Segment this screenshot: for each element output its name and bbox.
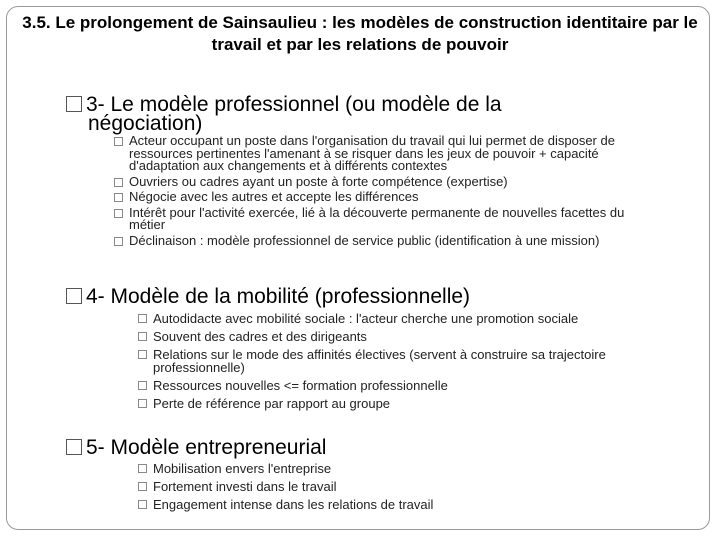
checkbox-icon [66,439,82,455]
section-4-bullet-list [138,312,658,415]
slide-title: 3.5. Le prolongement de Sainsaulieu : les modèles de construction identitaire par le travail et par les relations de pouvoir [22,13,698,54]
checkbox-icon [66,288,82,304]
list-item: Engagement intense dans les relations de travail [138,498,658,511]
list-item: Acteur occupant un poste dans l'organisation du travail qui lui permet de disposer de ressources pertinentes l'amenant à se risquer dans les jeux de pouvoir + capacité d'adaptation aux changements et à différents contextes [114,135,634,173]
list-item: Mobilisation envers l'entreprise [138,462,658,475]
list-item: Perte de référence par rapport au groupe [138,397,658,410]
list-item: Négocie avec les autres et accepte les différences [114,191,634,204]
section-3-heading-line2: négociation) [88,112,203,135]
checkbox-icon [138,350,147,359]
section-5-bullet-list [138,462,658,516]
checkbox-icon [138,464,147,473]
section-3-bullet-list [114,135,634,250]
list-item: Ressources nouvelles <= formation professionnelle [138,379,658,392]
section-3-heading-line1: 3- Le modèle professionnel (ou modèle de la [86,93,502,116]
list-item: Relations sur le mode des affinités électives (servent à construire sa trajectoire professionnelle) [138,348,658,374]
section-4-heading: 4- Modèle de la mobilité (professionnelle) [66,286,470,307]
checkbox-icon [138,399,147,408]
checkbox-icon [114,178,123,187]
list-item: Souvent des cadres et des dirigeants [138,330,658,343]
checkbox-icon [66,96,82,112]
checkbox-icon [114,193,123,202]
list-item: Déclinaison : modèle professionnel de service public (identification à une mission) [114,235,634,248]
checkbox-icon [114,137,123,146]
checkbox-icon [114,237,123,246]
list-item: Fortement investi dans le travail [138,480,658,493]
checkbox-icon [138,482,147,491]
checkbox-icon [138,381,147,390]
checkbox-icon [138,500,147,509]
section-5-heading: 5- Modèle entrepreneurial [66,437,326,458]
list-item: Intérêt pour l'activité exercée, lié à la découverte permanente de nouvelles facettes du métier [114,207,634,232]
checkbox-icon [138,332,147,341]
list-item: Ouvriers ou cadres ayant un poste à forte compétence (expertise) [114,176,634,189]
list-item: Autodidacte avec mobilité sociale : l'acteur cherche une promotion sociale [138,312,658,325]
checkbox-icon [138,314,147,323]
checkbox-icon [114,209,123,218]
